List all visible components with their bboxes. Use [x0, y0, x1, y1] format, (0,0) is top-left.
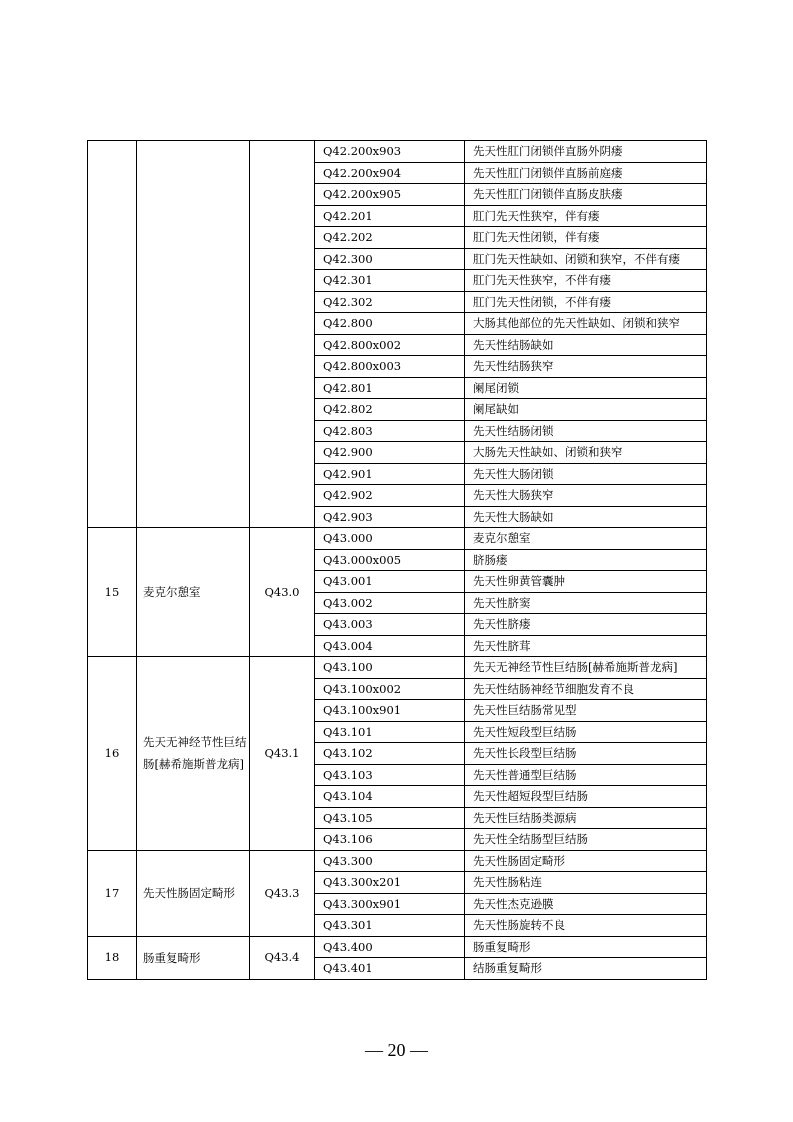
- description-cell: 先天性普通型巨结肠: [465, 764, 707, 786]
- description-cell: 先天性肛门闭锁伴直肠外阴瘘: [465, 141, 707, 163]
- description-cell: 先天性大肠缺如: [465, 506, 707, 528]
- description-cell: 肛门先天性缺如、闭锁和狭窄，不伴有瘘: [465, 248, 707, 270]
- description-cell: 先天性大肠狭窄: [465, 485, 707, 507]
- description-cell: 麦克尔憩室: [465, 528, 707, 550]
- description-cell: 肠重复畸形: [465, 936, 707, 958]
- description-cell: 先天性长段型巨结肠: [465, 743, 707, 765]
- description-cell: 先天性结肠神经节细胞发育不良: [465, 678, 707, 700]
- sub-code-cell: Q42.803: [315, 420, 465, 442]
- sub-code-cell: Q43.301: [315, 915, 465, 937]
- group-code-cell: Q43.4: [250, 936, 315, 979]
- sub-code-cell: Q42.202: [315, 227, 465, 249]
- group-code-cell: Q43.0: [250, 528, 315, 657]
- sub-code-cell: Q43.104: [315, 786, 465, 808]
- sub-code-cell: Q43.101: [315, 721, 465, 743]
- table-row: [88, 936, 707, 958]
- group-name-cell: 肠重复畸形: [137, 936, 250, 979]
- group-index-cell: [88, 141, 137, 528]
- description-cell: 先天性脐窦: [465, 592, 707, 614]
- sub-code-cell: Q43.300x201: [315, 872, 465, 894]
- description-cell: 肛门先天性闭锁，不伴有瘘: [465, 291, 707, 313]
- sub-code-cell: Q42.801: [315, 377, 465, 399]
- description-cell: 大肠先天性缺如、闭锁和狭窄: [465, 442, 707, 464]
- sub-code-cell: Q43.100x901: [315, 700, 465, 722]
- description-cell: 肛门先天性闭锁，伴有瘘: [465, 227, 707, 249]
- group-name-cell: 先天性肠固定畸形: [137, 850, 250, 936]
- group-index-cell: 16: [88, 657, 137, 851]
- page-number: — 20 —: [365, 1040, 428, 1060]
- sub-code-cell: Q43.000: [315, 528, 465, 550]
- group-index-cell: 18: [88, 936, 137, 979]
- sub-code-cell: Q42.900: [315, 442, 465, 464]
- group-name-cell: 麦克尔憩室: [137, 528, 250, 657]
- description-cell: 先天性结肠缺如: [465, 334, 707, 356]
- sub-code-cell: Q43.002: [315, 592, 465, 614]
- sub-code-cell: Q42.301: [315, 270, 465, 292]
- sub-code-cell: Q43.102: [315, 743, 465, 765]
- disease-code-table: [87, 140, 707, 980]
- table-row: [88, 141, 707, 163]
- sub-code-cell: Q42.903: [315, 506, 465, 528]
- group-code-cell: Q43.1: [250, 657, 315, 851]
- sub-code-cell: Q43.103: [315, 764, 465, 786]
- sub-code-cell: Q42.902: [315, 485, 465, 507]
- description-cell: 大肠其他部位的先天性缺如、闭锁和狭窄: [465, 313, 707, 335]
- sub-code-cell: Q42.800x003: [315, 356, 465, 378]
- sub-code-cell: Q43.105: [315, 807, 465, 829]
- sub-code-cell: Q43.100: [315, 657, 465, 679]
- description-cell: 先天性大肠闭锁: [465, 463, 707, 485]
- description-cell: 先天性肠固定畸形: [465, 850, 707, 872]
- description-cell: 先天性超短段型巨结肠: [465, 786, 707, 808]
- table-row: [88, 657, 707, 679]
- description-cell: 脐肠瘘: [465, 549, 707, 571]
- sub-code-cell: Q42.200x904: [315, 162, 465, 184]
- sub-code-cell: Q42.800: [315, 313, 465, 335]
- group-index-cell: 17: [88, 850, 137, 936]
- group-code-cell: [250, 141, 315, 528]
- description-cell: 先天性脐茸: [465, 635, 707, 657]
- description-cell: 结肠重复畸形: [465, 958, 707, 980]
- sub-code-cell: Q43.106: [315, 829, 465, 851]
- sub-code-cell: Q42.200x903: [315, 141, 465, 163]
- description-cell: 阑尾缺如: [465, 399, 707, 421]
- sub-code-cell: Q43.300x901: [315, 893, 465, 915]
- description-cell: 先天性肠粘连: [465, 872, 707, 894]
- description-cell: 先天无神经节性巨结肠[赫希施斯普龙病]: [465, 657, 707, 679]
- sub-code-cell: Q43.003: [315, 614, 465, 636]
- sub-code-cell: Q43.001: [315, 571, 465, 593]
- description-cell: 先天性巨结肠常见型: [465, 700, 707, 722]
- sub-code-cell: Q42.300: [315, 248, 465, 270]
- group-name-cell: 先天无神经节性巨结肠[赫希施斯普龙病]: [137, 657, 250, 851]
- sub-code-cell: Q42.800x002: [315, 334, 465, 356]
- sub-code-cell: Q43.300: [315, 850, 465, 872]
- description-cell: 肛门先天性狭窄，不伴有瘘: [465, 270, 707, 292]
- description-cell: 肛门先天性狭窄，伴有瘘: [465, 205, 707, 227]
- sub-code-cell: Q42.802: [315, 399, 465, 421]
- sub-code-cell: Q43.004: [315, 635, 465, 657]
- description-cell: 先天性卵黄管囊肿: [465, 571, 707, 593]
- description-cell: 先天性肛门闭锁伴直肠前庭瘘: [465, 162, 707, 184]
- description-cell: 先天性结肠狭窄: [465, 356, 707, 378]
- sub-code-cell: Q43.000x005: [315, 549, 465, 571]
- table-row: [88, 528, 707, 550]
- description-cell: 先天性脐瘘: [465, 614, 707, 636]
- sub-code-cell: Q42.200x905: [315, 184, 465, 206]
- sub-code-cell: Q42.302: [315, 291, 465, 313]
- description-cell: 先天性肠旋转不良: [465, 915, 707, 937]
- sub-code-cell: Q43.401: [315, 958, 465, 980]
- description-cell: 先天性杰克逊膜: [465, 893, 707, 915]
- group-index-cell: 15: [88, 528, 137, 657]
- description-cell: 先天性结肠闭锁: [465, 420, 707, 442]
- sub-code-cell: Q43.400: [315, 936, 465, 958]
- description-cell: 先天性短段型巨结肠: [465, 721, 707, 743]
- description-cell: 先天性肛门闭锁伴直肠皮肤瘘: [465, 184, 707, 206]
- group-name-cell: [137, 141, 250, 528]
- sub-code-cell: Q42.901: [315, 463, 465, 485]
- sub-code-cell: Q43.100x002: [315, 678, 465, 700]
- table-body: [88, 141, 707, 980]
- sub-code-cell: Q42.201: [315, 205, 465, 227]
- table-row: [88, 850, 707, 872]
- description-cell: 先天性全结肠型巨结肠: [465, 829, 707, 851]
- group-code-cell: Q43.3: [250, 850, 315, 936]
- description-cell: 阑尾闭锁: [465, 377, 707, 399]
- description-cell: 先天性巨结肠类源病: [465, 807, 707, 829]
